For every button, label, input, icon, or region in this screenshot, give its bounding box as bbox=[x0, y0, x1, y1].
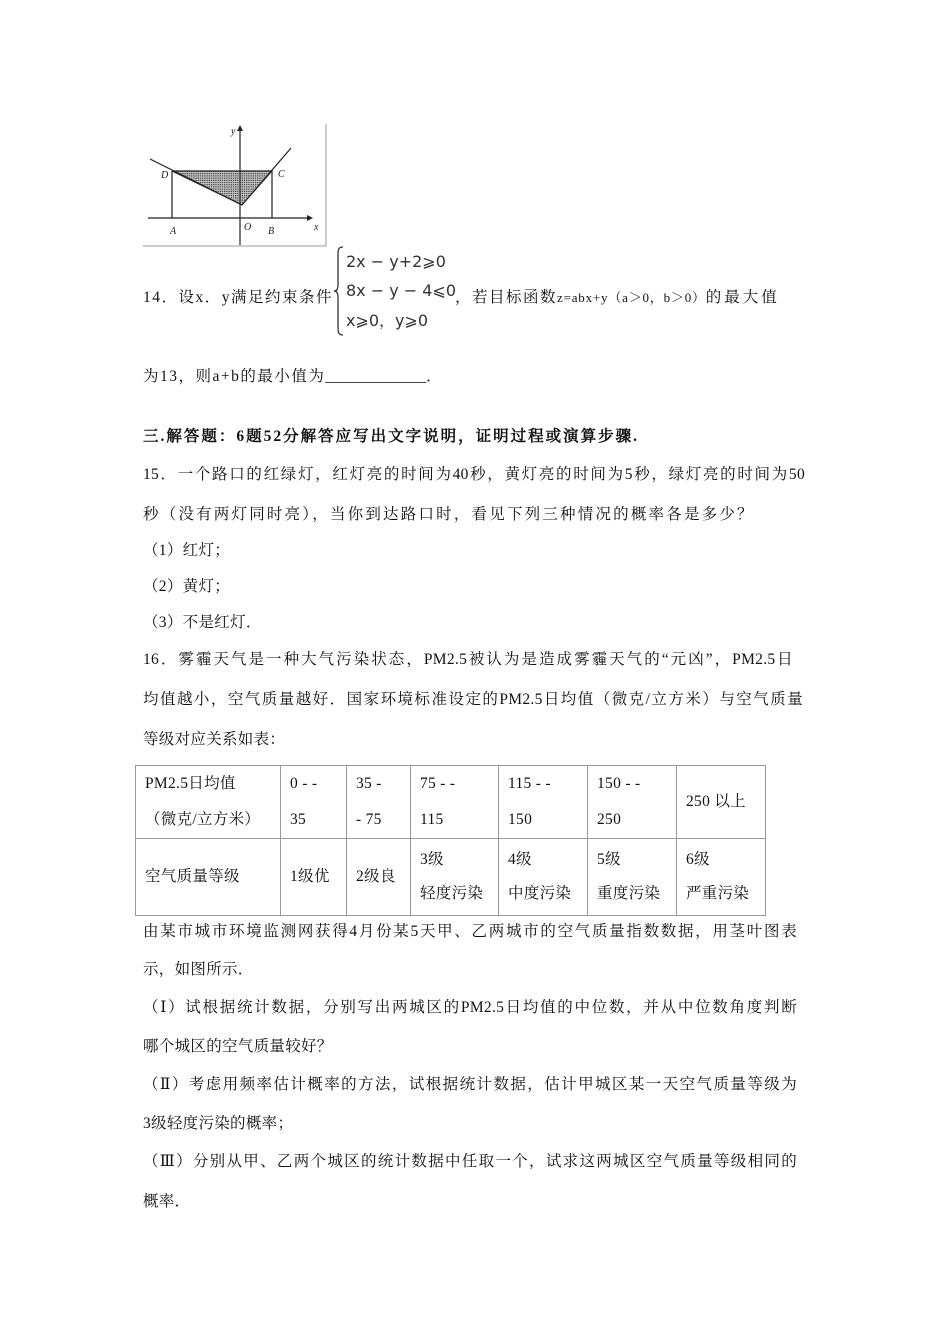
cell-level-header bbox=[136, 839, 281, 916]
section-heading: 三.解答题：6题52分解答应写出文字说明，证明过程或演算步骤. bbox=[143, 428, 640, 445]
cell-text: 中度污染 bbox=[508, 885, 572, 902]
cell-range-6 bbox=[677, 766, 766, 839]
left-brace-icon bbox=[333, 246, 345, 336]
cell-text: 115 bbox=[420, 811, 444, 828]
label-a: A bbox=[170, 226, 177, 237]
cell-text: 重度污染 bbox=[597, 885, 661, 902]
cell-text: 150 bbox=[508, 811, 533, 828]
cell-level-4 bbox=[499, 839, 588, 916]
cell-level-1 bbox=[281, 839, 347, 916]
cell-text: - 75 bbox=[356, 811, 382, 828]
cell-text: 3级 bbox=[420, 851, 444, 868]
cell-text: 2级良 bbox=[356, 868, 396, 885]
q14-objective-formula: z=abx+y（a＞0，b＞0） bbox=[557, 290, 706, 305]
cell-range-2 bbox=[347, 766, 411, 839]
q16-after-line-2: 示，如图所示． bbox=[143, 961, 254, 978]
cell-text: 0 - - bbox=[290, 775, 318, 792]
q14-line-2-end: ． bbox=[426, 368, 442, 385]
cell-text: PM2.5日均值 bbox=[145, 775, 236, 792]
cell-text: 35 bbox=[290, 811, 307, 828]
q16-part-3-line-1: （Ⅲ）分别从甲、乙两个城区的统计数据中任取一个，试求这两城区空气质量等级相同的 bbox=[143, 1153, 797, 1170]
q14-tail-text: ，若目标函数 bbox=[455, 289, 558, 306]
cell-text: 严重污染 bbox=[686, 885, 750, 902]
label-x: x bbox=[314, 222, 319, 233]
q16-part-3-line-2: 概率． bbox=[143, 1193, 191, 1210]
q15-line-2: 秒（没有两灯同时亮），当你到达路口时，看见下列三种情况的概率各是多少？ bbox=[143, 506, 755, 523]
constraint-3: x⩾0，y⩾0 bbox=[346, 311, 429, 330]
q15-item-3: （3）不是红灯． bbox=[143, 614, 262, 631]
cell-range-4 bbox=[499, 766, 588, 839]
cell-level-6 bbox=[677, 839, 766, 916]
answer-blank: _____________ bbox=[325, 368, 427, 385]
label-c: C bbox=[278, 169, 285, 180]
constraint-1: 2x − y+2⩾0 bbox=[346, 252, 446, 271]
label-y: y bbox=[231, 126, 236, 137]
cell-text: 5级 bbox=[597, 851, 621, 868]
q14-tail bbox=[455, 288, 780, 308]
region-graph-figure bbox=[140, 122, 330, 248]
cell-text: 115 - - bbox=[508, 775, 551, 792]
q16-part-2-line-2: 3级轻度污染的概率； bbox=[143, 1115, 294, 1132]
cell-text: 轻度污染 bbox=[420, 885, 484, 902]
y-axis-arrow-icon bbox=[237, 125, 243, 131]
cell-text: （微克/立方米） bbox=[145, 811, 261, 828]
q16-part-1-line-1: （Ⅰ）试根据统计数据，分别写出两城区的PM2.5日均值的中位数，并从中位数角度判断 bbox=[143, 999, 797, 1016]
q16-after-line-1: 由某市城市环境监测网获得4月份某5天甲、乙两城市的空气质量指数数据，用茎叶图表 bbox=[143, 923, 797, 940]
q15-line-1: 15．一个路口的红绿灯，红灯亮的时间为40秒，黄灯亮的时间为5秒，绿灯亮的时间为50 bbox=[143, 466, 805, 483]
q14-line-2 bbox=[143, 367, 442, 387]
cell-text: 空气质量等级 bbox=[145, 868, 240, 885]
q16-intro-line-3: 等级对应关系如表： bbox=[143, 731, 286, 748]
q16-part-1-line-2: 哪个城区的空气质量较好？ bbox=[143, 1038, 333, 1055]
cell-text: 150 - - bbox=[597, 775, 641, 792]
cell-text: 75 - - bbox=[420, 775, 456, 792]
cell-range-1 bbox=[281, 766, 347, 839]
q16-intro-line-2: 均值越小，空气质量越好．国家环境标准设定的PM2.5日均值（微克/立方米）与空气质量 bbox=[143, 691, 803, 708]
constraint-2: 8x − y − 4⩽0 bbox=[346, 281, 457, 300]
q14-lead: 14．设x．y满足约束条件 bbox=[143, 289, 334, 306]
label-o: O bbox=[244, 222, 252, 233]
label-d: D bbox=[161, 170, 169, 181]
cell-text: 250 bbox=[597, 811, 622, 828]
pm25-level-table bbox=[135, 765, 766, 916]
cell-pm25-header bbox=[136, 766, 281, 839]
cell-text: 250 以上 bbox=[686, 793, 746, 810]
cell-text: 6级 bbox=[686, 851, 710, 868]
cell-text: 4级 bbox=[508, 851, 532, 868]
q15-item-2: （2）黄灯； bbox=[143, 578, 231, 595]
cell-level-5 bbox=[588, 839, 677, 916]
cell-range-5 bbox=[588, 766, 677, 839]
q16-intro-line-1: 16．雾霾天气是一种大气污染状态，PM2.5被认为是造成雾霾天气的“元凶”，PM2.5日 bbox=[143, 651, 793, 668]
q16-part-2-line-1: （Ⅱ）考虑用频率估计概率的方法，试根据统计数据，估计甲城区某一天空气质量等级为 bbox=[143, 1076, 797, 1093]
cell-level-3 bbox=[411, 839, 499, 916]
cell-level-2 bbox=[347, 839, 411, 916]
label-b: B bbox=[268, 226, 275, 237]
cell-text: 35 - bbox=[356, 775, 382, 792]
cell-range-3 bbox=[411, 766, 499, 839]
q14-tail-end: 的最大值 bbox=[705, 289, 780, 306]
x-axis-arrow-icon bbox=[307, 215, 313, 221]
cell-text: 1级优 bbox=[290, 868, 330, 885]
q15-item-1: （1）红灯； bbox=[143, 542, 231, 559]
q14-line-2-text: 为13，则a+b的最小值为 bbox=[143, 368, 326, 385]
